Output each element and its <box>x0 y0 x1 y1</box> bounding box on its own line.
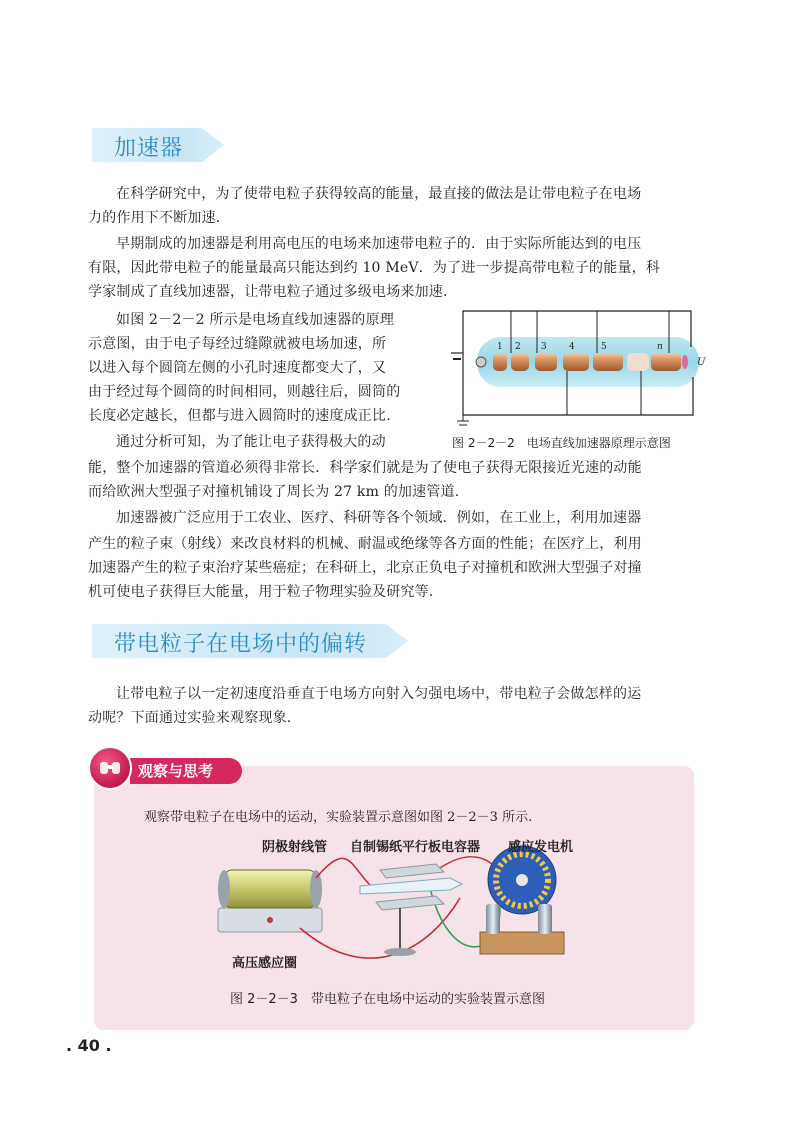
generator-base <box>480 932 564 954</box>
tube-label: 2 <box>515 342 521 352</box>
paragraph-line: 由于经过每个圆筒的时间相同，则越往后，圆筒的 <box>88 384 401 400</box>
drift-tube <box>651 353 681 371</box>
leyden-jar <box>538 904 552 934</box>
figure-caption: 图 2－2－2 电场直线加速器原理示意图 <box>452 436 671 450</box>
paragraph-line: 机可使电子获得巨大能量，用于粒子物理实验及研究等. <box>88 584 434 600</box>
tube-label: n <box>657 342 663 352</box>
observe-intro: 观察带电粒子在电场中的运动，实验装置示意图如图 2－2－3 所示. <box>144 810 533 825</box>
label-cathode-tube: 阴极射线管 <box>262 840 328 855</box>
paragraph-line: 如图 2－2－2 所示是电场直线加速器的原理 <box>116 312 395 328</box>
drift-tube <box>563 353 589 371</box>
paragraph-line: 在科学研究中，为了使带电粒子获得较高的能量，最直接的做法是让带电粒子在电场 <box>116 186 642 202</box>
paragraph-line: 动呢？下面通过实验来观察现象. <box>88 710 292 726</box>
section-title-accelerator: 加速器 <box>114 136 184 161</box>
paragraph-line: 让带电粒子以一定初速度沿垂直于电场方向射入匀强电场中，带电粒子会做怎样的运 <box>116 686 642 702</box>
electron-source <box>476 357 486 367</box>
paragraph-line: 产生的粒子束（射线）来改良材料的机械、耐温或绝缘等各方面的性能；在医疗上，利用 <box>88 536 642 552</box>
tube-label: 3 <box>541 342 547 352</box>
drift-tube <box>493 353 507 371</box>
paragraph-line: 而给欧洲大型强子对撞机铺设了周长为 27 km 的加速管道. <box>88 484 460 500</box>
paragraph-line: 示意图，由于电子每经过缝隙就被电场加速，所 <box>88 336 387 352</box>
figure-caption: 图 2－2－3 带电粒子在电场中运动的实验装置示意图 <box>230 992 545 1007</box>
page-number: . 40 . <box>66 1036 112 1055</box>
paragraph-line: 以进入每个圆筒左侧的小孔时速度都变大了，又 <box>88 360 387 376</box>
target-plate <box>682 355 688 369</box>
drift-tube <box>535 353 557 371</box>
observe-tag: 观察与思考 <box>130 758 242 784</box>
leyden-jar <box>486 904 500 934</box>
linear-accelerator-diagram <box>441 305 711 431</box>
paragraph-line: 长度必定越长，但都与进入圆筒时的速度成正比. <box>88 408 391 424</box>
voltage-label: U <box>697 357 706 368</box>
label-generator: 感应发电机 <box>508 840 574 855</box>
paragraph-line: 通过分析可知，为了能让电子获得极大的动 <box>116 434 386 450</box>
tube-label: 4 <box>569 342 575 352</box>
paragraph-line: 学家制成了直线加速器，让带电粒子通过多级电场来加速. <box>88 284 448 300</box>
capacitor-plate-top <box>380 864 444 878</box>
paragraph-line: 力的作用下不断加速. <box>88 210 221 226</box>
capacitor-plate-bottom <box>376 896 444 910</box>
drift-tube <box>511 353 529 371</box>
paragraph-line: 早期制成的加速器是利用高电压的电场来加速带电粒子的．由于实际所能达到的电压 <box>116 236 642 252</box>
paragraph-line: 加速器被广泛应用于工农业、医疗、科研等各个领域．例如，在工业上，利用加速器 <box>116 510 642 526</box>
label-capacitor: 自制锡纸平行板电容器 <box>350 840 481 855</box>
induction-coil <box>224 870 316 908</box>
drift-tube-faded <box>627 353 649 371</box>
drift-tube <box>593 353 623 371</box>
paragraph-line: 有限，因此带电粒子的能量最高只能达到约 10 MeV．为了进一步提高带电粒子的能量，科 <box>88 260 661 276</box>
paragraph-line: 能，整个加速器的管道必须得非常长．科学家们就是为了使电子获得无限接近光速的动能 <box>88 460 642 476</box>
section-title-deflection: 带电粒子在电场中的偏转 <box>114 632 368 657</box>
cathode-ray-tube <box>360 878 462 894</box>
binoculars-icon-glyph <box>97 756 123 780</box>
label-coil: 高压感应圈 <box>232 956 298 971</box>
tube-label: 5 <box>601 342 607 352</box>
paragraph-line: 加速器产生的粒子束治疗某些癌症；在科研上，北京正负电子对撞机和欧洲大型强子对撞 <box>88 560 642 576</box>
tube-label: 1 <box>497 342 503 352</box>
